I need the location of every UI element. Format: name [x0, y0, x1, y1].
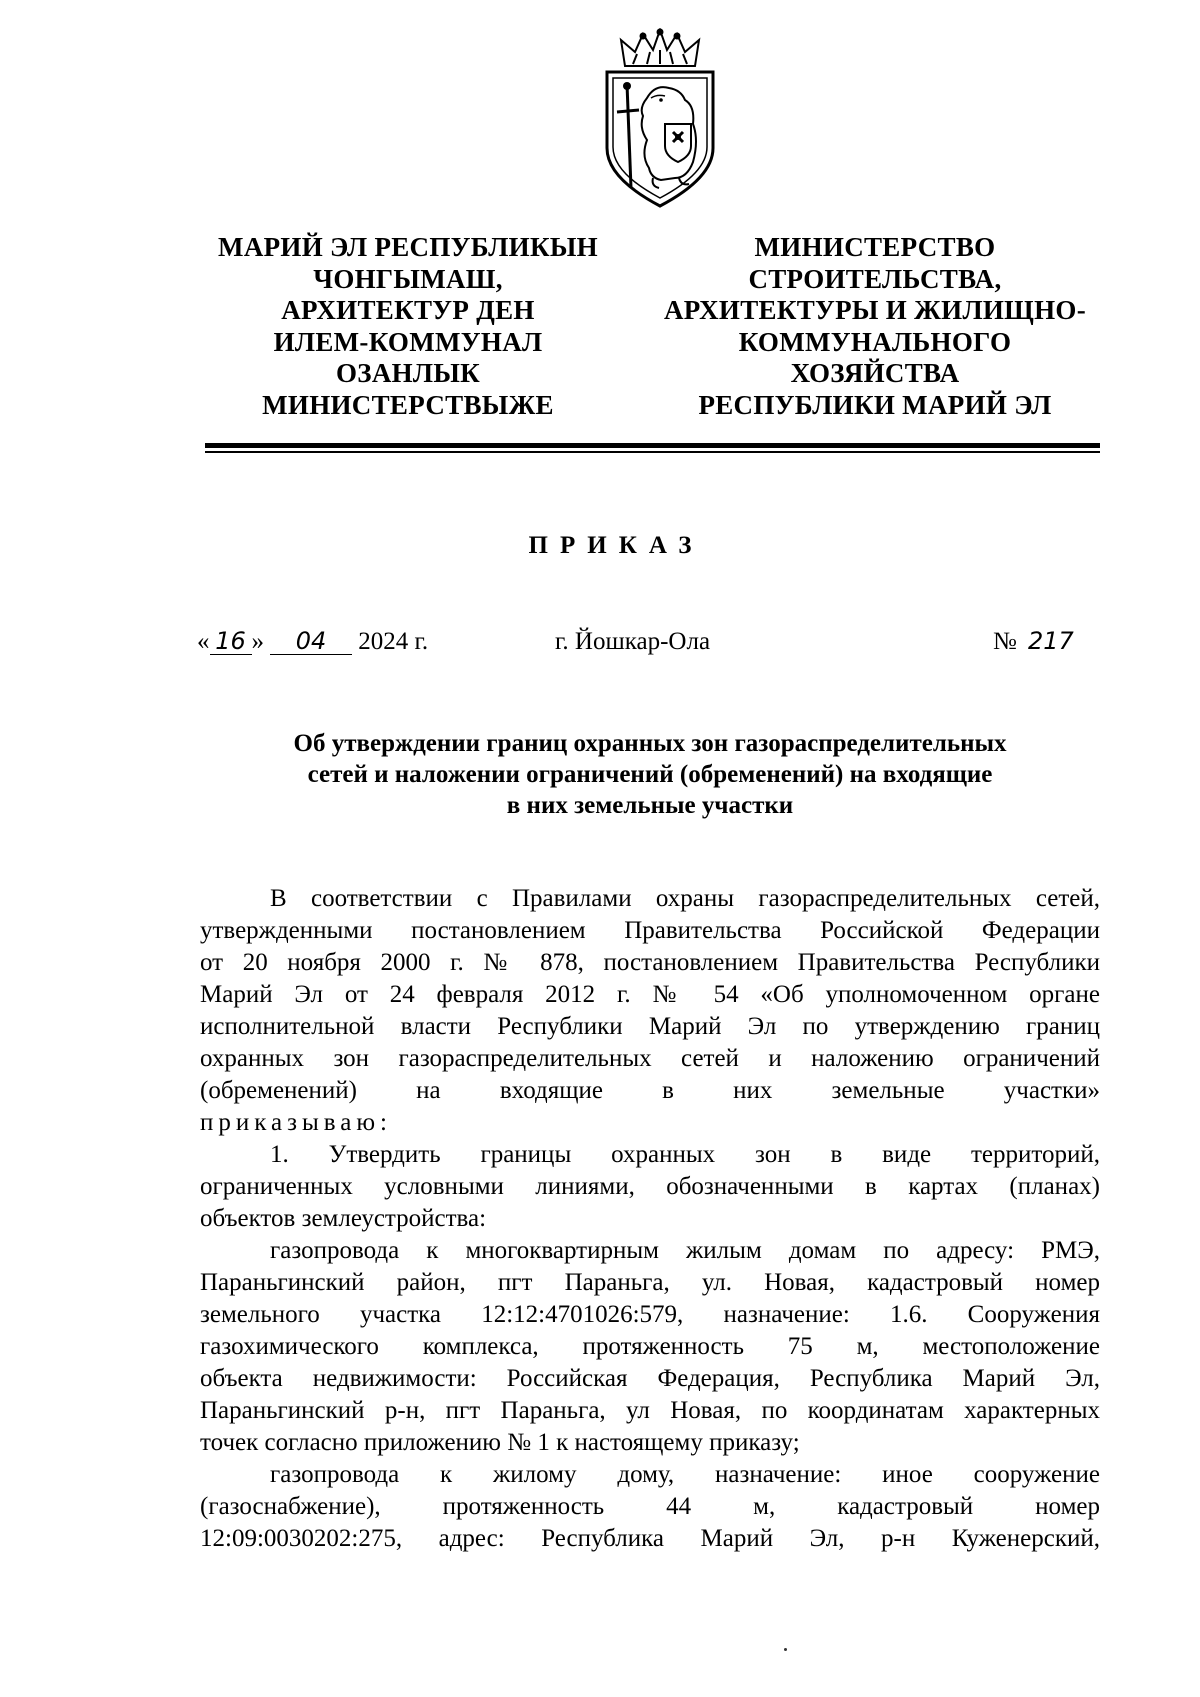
date-number-row [0, 628, 1200, 664]
header-right-line: АРХИТЕКТУРЫ И ЖИЛИЩНО- [663, 295, 1087, 325]
subject-line: сетей и наложении ограничений (обременений) на входящие [307, 761, 993, 788]
body-line: газохимического комплекса, протяженность 75 м, местоположение [200, 1333, 1100, 1360]
coat-of-arms-emblem [595, 28, 725, 208]
body-line-prikazyvayu: приказываю: [200, 1109, 392, 1136]
body-line: Параньгинский район, пгт Параньга, ул. Новая, кадастровый номер [200, 1269, 1100, 1296]
order-body [200, 883, 1100, 1555]
document-type-title: ПРИКАЗ [528, 532, 704, 559]
order-date [197, 628, 428, 656]
header-left-line: АРХИТЕКТУР ДЕН [281, 295, 535, 325]
body-line: охранных зон газораспределительных сетей и наложению ограничений [200, 1045, 1100, 1072]
header-left-line: ОЗАНЛЫК [335, 358, 481, 388]
order-number [993, 628, 1081, 656]
header-right-line: КОММУНАЛЬНОГО [738, 326, 1012, 357]
body-line: (обременений) на входящие в них земельные участки» [200, 1077, 1100, 1104]
body-line: (газоснабжение), протяженность 44 м, кадастровый номер [200, 1493, 1100, 1520]
city-name: г. Йошкар-Ола [555, 628, 711, 655]
date-month-handwritten: 04 [270, 628, 352, 655]
body-line: земельного участка 12:12:4701026:579, назначение: 1.6. Сооружения [200, 1301, 1100, 1328]
date-open-quote: « [197, 628, 210, 655]
body-line: утвержденными постановлением Правительства Российской Федерации [200, 917, 1100, 944]
subject-line: в них земельные участки [506, 792, 794, 819]
body-line: газопровода к жилому дому, назначение: иное сооружение [270, 1461, 1100, 1488]
scan-speck [784, 1648, 787, 1651]
body-line: 12:09:0030202:275, адрес: Республика Марий Эл, р-н Куженерский, [200, 1525, 1100, 1552]
header-right-line: ХОЗЯЙСТВА [790, 358, 960, 388]
body-line: исполнительной власти Республики Марий Эл по утверждению границ [200, 1013, 1100, 1040]
header-left-line: ЧОНГЫМАШ, [313, 263, 503, 294]
header-marii-ministry-name [188, 232, 628, 421]
header-divider-thin [205, 451, 1100, 453]
body-line: Параньгинский р-н, пгт Параньга, ул Новая, по координатам характерных [200, 1397, 1100, 1424]
header-left-line: МАРИЙ ЭЛ РЕСПУБЛИКЫН [218, 232, 598, 262]
body-line: объектов землеустройства: [200, 1205, 487, 1232]
number-label: № [993, 628, 1017, 655]
date-day-handwritten: 16 [210, 628, 252, 655]
body-line: В соответствии с Правилами охраны газораспределительных сетей, [270, 885, 1100, 912]
body-line: ограниченных условными линиями, обозначенными в картах (планах) [200, 1173, 1100, 1200]
header-russian-ministry-name [640, 232, 1110, 421]
header-left-line: МИНИСТЕРСТВЫЖЕ [262, 389, 554, 420]
header-right-line: РЕСПУБЛИКИ МАРИЙ ЭЛ [698, 389, 1052, 420]
body-line: 1. Утвердить границы охранных зон в виде территорий, [270, 1141, 1100, 1168]
body-line: от 20 ноября 2000 г. № 878, постановлением Правительства Республики [200, 949, 1100, 976]
date-year: 2024 г. [358, 628, 429, 655]
header-divider-thick [205, 443, 1100, 448]
body-line: точек согласно приложению № 1 к настоящему приказу; [200, 1429, 800, 1456]
header-right-line: МИНИСТЕРСТВО [754, 232, 996, 262]
order-subject [200, 728, 1100, 821]
body-line: Марий Эл от 24 февраля 2012 г. № 54 «Об уполномоченном органе [200, 981, 1100, 1008]
order-number-handwritten: 217 [1027, 627, 1074, 655]
subject-line: Об утверждении границ охранных зон газораспределительных [293, 730, 1007, 757]
body-line: газопровода к многоквартирным жилым домам по адресу: РМЭ, [270, 1237, 1100, 1264]
body-line: объекта недвижимости: Российская Федерация, Республика Марий Эл, [200, 1365, 1100, 1392]
header-left-line: ИЛЕМ-КОММУНАЛ [273, 326, 543, 357]
date-close-quote: » [251, 628, 264, 655]
header-right-line: СТРОИТЕЛЬСТВА, [748, 263, 1002, 294]
